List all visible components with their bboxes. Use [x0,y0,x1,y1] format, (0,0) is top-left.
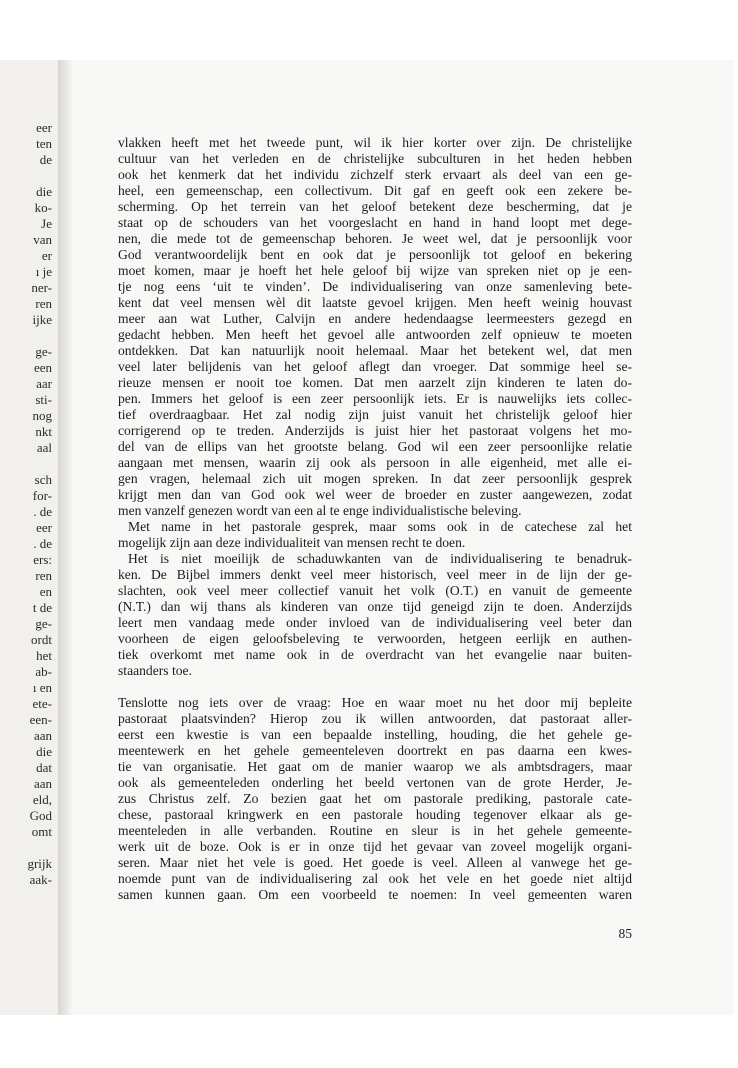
left-page-fragment: aan [33,776,52,791]
text-line: (N.T.) dan wij thans als kinderen van onze tijd geneigd zijn te doen. Anderzijds [118,599,632,614]
text-line: nen, die mede tot de gemeenschap behoren. Je weet wel, dat je persoonlijk voor [118,231,632,246]
left-page-fragment: omt [31,824,52,839]
text-line: ken. De Bijbel immers denkt veel meer historisch, veel meer in de lijn der ge- [118,567,632,582]
left-page-edge [0,60,58,1015]
text-line: staanders toe. [118,663,192,678]
text-line: zus Christus zelf. Zo bezien gaat het om pastorale prediking, pastorale cate- [118,791,632,806]
text-line: slachten, ook veel meer collectief vanuit het volk (O.T.) en vanuit de gemeente [118,583,632,598]
left-page-fragment: . de [33,536,52,551]
left-page-fragment: ren [35,568,52,583]
text-line: gedacht hebben. Men heeft het gevoel alle antwoorden zelf opnieuw te moeten [118,327,632,342]
left-page-fragment: de [39,152,52,167]
text-line: del van de ellips van het grootste belang. God wil een zeer persoonlijke relatie [118,439,632,454]
right-page [72,60,734,1015]
left-page-fragment: ge- [35,344,52,359]
left-page-fragment: grijk [27,856,52,871]
text-line: men vanzelf genezen wordt van een al te enge individualistische beleving. [118,503,522,518]
left-page-fragment: ab- [35,664,52,679]
text-line: ontdekken. Dat kan natuurlijk nooit helemaal. Maar het betekent wel, dat men [118,343,632,358]
book-gutter [58,60,72,1015]
left-page-fragment: eer [36,120,52,135]
left-page-fragment: aak- [29,872,52,887]
left-page-fragment: ten [36,136,52,151]
left-page-fragment: aar [36,376,52,391]
text-line: noemde punt van de individualisering zal ook het vele en het goede niet altijd [118,871,632,886]
text-line: Met name in het pastorale gesprek, maar soms ook in de catechese zal het [128,519,632,534]
text-line: staat op de schouders van het voorgeslacht en hand in hand loopt met dege- [118,215,632,230]
left-page-fragment: . de [33,504,52,519]
left-page-fragment: sti- [35,392,52,407]
text-line: chese, pastoraal kringwerk en een pastorale houding tegenover elkaar als ge- [118,807,632,822]
left-page-fragment: ko- [34,200,52,215]
text-line: corrigerend op te treden. Anderzijds is juist hier het pastoraat volgens het mo- [118,423,632,438]
text-line: pastoraat plaatsvinden? Hierop zou ik willen antwoorden, dat pastoraat aller- [118,711,632,726]
left-page-fragment: Je [41,216,52,231]
left-page-fragment: nkt [35,424,52,439]
left-page-fragment: ijke [32,312,52,327]
text-line: heel, een gemeenschap, een collectivum. Dit gaf en geeft ook een zekere be- [118,183,632,198]
text-line: voorheen de eigen geloofsbeleving te verwoorden, hetgeen eerlijk en authen- [118,631,632,646]
text-line: leert men vandaag mede onder invloed van de individualisering veel beter dan [118,615,632,630]
text-line: veel later belijdenis van het geloof aflegt dan vroeger. Dat sommige heel se- [118,359,632,374]
text-line: tje nog eens ‘uit te vinden’. De individualisering van onze samenleving bete- [118,279,632,294]
left-page-fragment: en [39,584,52,599]
left-page-fragment: ete- [32,696,52,711]
text-line: werk uit de boze. Ook is er in onze tijd het gevaar van zoveel mogelijk organi- [118,839,632,854]
text-line: kent dat veel mensen wèl dit laatste gevoel krijgen. Men heeft weinig houvast [118,295,632,310]
text-line: meenteleden in alle verbanden. Routine en sleur is in het gehele gemeente- [118,823,632,838]
left-page-fragment: God [29,808,52,823]
left-page-fragment: een- [29,712,52,727]
left-page-fragment: eld, [32,792,52,807]
left-page-fragment: ı en [32,680,52,695]
text-line: seren. Maar niet het vele is goed. Het goede is veel. Alleen al vanwege het ge- [118,855,632,870]
text-line: pen. Immers het geloof is een zeer persoonlijk iets. Er is nauwelijks iets collec- [118,391,632,406]
left-page-fragment: aan [33,728,52,743]
text-line: meentewerk en het gehele gemeenteleven doortrekt en pas daarna een kwes- [118,743,632,758]
text-line: tiek overkomt met name ook in de overdracht van het evangelie naar buiten- [118,647,632,662]
text-line: eerst een kwestie is van een bepaalde instelling, houding, die het gehele ge- [118,727,632,742]
text-line: cultuur van het verleden en de christelijke subculturen in het heden hebben [118,151,632,166]
text-line: samen kunnen gaan. Om een voorbeeld te noemen: In veel gemeenten waren [118,887,632,902]
left-page-fragment: eer [36,520,52,535]
text-line: tief overdraagbaar. Het zal nodig zijn juist vanuit het christelijk geloof hier [118,407,632,422]
text-line: mogelijk zijn aan deze individualiteit van mensen recht te doen. [118,535,466,550]
left-page-fragment: er [41,248,52,263]
text-line: moet komen, maar je hoeft het hele geloof bij wijze van spreken niet op je een- [118,263,632,278]
text-line: Tenslotte nog iets over de vraag: Hoe en waar moet nu het door mij bepleite [118,695,632,710]
text-line: tie van organisatie. Het gaat om de manier waarop we als ambtsdragers, maar [118,759,632,774]
left-page-fragment: ers: [33,552,52,567]
left-page-fragment: van [33,232,52,247]
text-line: krijgt men dan van God ook wel weer de broeder en zuster aangewezen, zodat [118,487,632,502]
left-page-fragment: ge- [35,616,52,631]
text-line: ook als gemeenteleden onderling het beeld vertonen van de grote Herder, Je- [118,775,632,790]
text-line: scherming. Op het terrein van het geloof betekent deze bescherming, dat je [118,199,632,214]
left-page-fragment: die [36,744,52,759]
left-page-fragment: ı je [35,264,52,279]
left-page-fragment: het [36,648,52,663]
left-page-fragment: for- [32,488,52,503]
left-page-fragment: ner- [31,280,52,295]
text-line: gen vragen, helemaal zich uit mogen spreken. In dat zeer persoonlijk gesprek [118,471,632,486]
left-page-fragment: sch [34,472,52,487]
left-page-fragment: ordt [31,632,52,647]
text-line: meer aan wat Luther, Calvijn en andere hedendaagse leermeesters gezegd en [118,311,632,326]
left-page-fragment: een [33,360,52,375]
left-page-fragment: aal [36,440,52,455]
left-page-fragment: die [36,184,52,199]
text-line: Het is niet moeilijk de schaduwkanten van de individualisering te benadruk- [128,551,632,566]
text-line: ook het kenmerk dat het individu zichzelf sterk ervaart als deel van een ge- [118,167,632,182]
left-page-fragment: ren [35,296,52,311]
left-page-fragment: nog [32,408,52,423]
left-page-fragment: t de [32,600,52,615]
page-number: 85 [618,926,632,941]
left-page-fragment: dat [36,760,52,775]
text-line: aangaan met mensen, waarin zij ook als persoon in alle eigenheid, met alle ei- [118,455,632,470]
text-line: God verantwoordelijk bent en ook dat je persoonlijk tot geloof en bekering [118,247,632,262]
text-line: vlakken heeft met het tweede punt, wil ik hier korter over zijn. De christelijke [118,135,632,150]
text-line: rieuze mensen er nooit toe komen. Dat men aarzelt zijn kinderen te laten do- [118,375,632,390]
